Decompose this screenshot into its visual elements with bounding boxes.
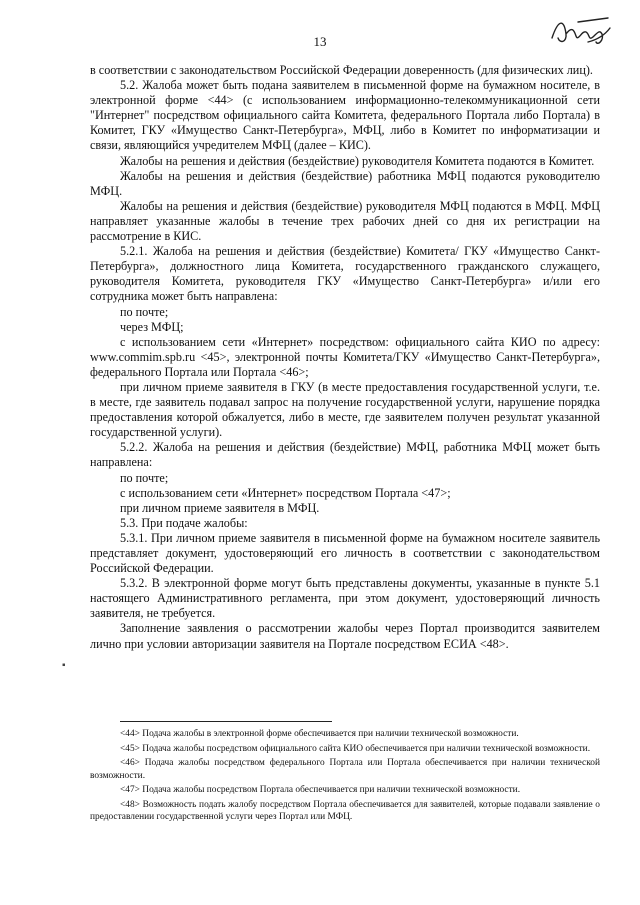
- paragraph: 5.2.1. Жалоба на решения и действия (бездействие) Комитета/ ГКУ «Имущество Санкт-Петербурга», должностного лица Комитета, государственного гражданского служащего, руководителя Комитета, руководителя ГКУ «Имущество Санкт-Петербурга» и/или его сотрудника может быть направлена:: [90, 244, 600, 304]
- paragraph: 5.2.2. Жалоба на решения и действия (бездействие) МФЦ, работника МФЦ может быть направлена:: [90, 440, 600, 470]
- footnote: <45> Подача жалобы посредством официального сайта КИО обеспечивается при наличии технической возможности.: [120, 743, 591, 754]
- paragraph: 5.3. При подаче жалобы:: [120, 515, 248, 530]
- scan-mark: ▪: [62, 660, 66, 671]
- main-text: [90, 63, 600, 652]
- paragraph: Жалобы на решения и действия (бездействие) руководителя МФЦ подаются в МФЦ. МФЦ направляет указанные жалобы в течение трех рабочих дней со дня их регистрации на рассмотрение в КИС.: [90, 198, 600, 244]
- paragraph: по почте;: [120, 470, 169, 485]
- footnote: <46> Подача жалобы посредством федерального Портала или Портала обеспечивается при наличии технической возможности.: [90, 758, 600, 781]
- paragraph: с использованием сети «Интернет» посредством: официального сайта КИО по адресу: www.commim.spb.ru <45>, электронной почты Комитета/ГКУ «Имущество Санкт-Петербурга», федерального Портала или Портала <46>;: [90, 334, 600, 379]
- paragraph: Жалобы на решения и действия (бездействие) работника МФЦ подаются руководителю МФЦ.: [90, 168, 600, 198]
- footnote: <47> Подача жалобы посредством Портала обеспечивается при наличии технической возможности.: [120, 785, 521, 795]
- footnote: <44> Подача жалобы в электронной форме обеспечивается при наличии технической возможности.: [120, 729, 519, 739]
- paragraph: 5.2. Жалоба может быть подана заявителем в письменной форме на бумажном носителе, в электронной форме <44> (с использованием информационно-телекоммуникационной сети "Интернет" посредством официального сайта Комитета, федерального Портала либо Портала) в Комитет, ГКУ «Имущество Санкт-Петербурга», МФЦ, либо в Комитет по информатизации и связи, являющийся учредителем МФЦ (далее – КИС).: [90, 78, 600, 153]
- paragraph: через МФЦ;: [120, 319, 184, 334]
- footnotes: [90, 728, 600, 826]
- paragraph: 5.3.2. В электронной форме могут быть представлены документы, указанные в пункте 5.1 настоящего Административного регламента, при этом документ, удостоверяющий личность заявителя, не требуется.: [90, 576, 600, 621]
- paragraph: при личном приеме заявителя в МФЦ.: [120, 500, 320, 515]
- handwritten-signature: [548, 12, 614, 52]
- footnote: <48> Возможность подать жалобу посредством Портала обеспечивается для заявителей, которые подавали заявление о предоставлении государственной услуги через Портал или МФЦ.: [90, 799, 600, 822]
- paragraph: 5.3.1. При личном приеме заявителя в письменной форме на бумажном носителе заявитель представляет документ, удостоверяющий его личность в соответствии с законодательством Российской Федерации.: [90, 530, 600, 576]
- paragraph: в соответствии с законодательством Российской Федерации доверенность (для физических лиц).: [90, 63, 593, 77]
- page-number: 13: [313, 34, 327, 49]
- paragraph: с использованием сети «Интернет» посредством Портала <47>;: [120, 485, 451, 500]
- paragraph: по почте;: [120, 304, 169, 319]
- paragraph: Заполнение заявления о рассмотрении жалобы через Портал производится заявителем лично при условии авторизации заявителя на Портале посредством ЕСИА <48>.: [90, 621, 600, 651]
- paragraph: Жалобы на решения и действия (бездействие) руководителя Комитета подаются в Комитет.: [120, 153, 595, 168]
- paragraph: при личном приеме заявителя в ГКУ (в месте предоставления государственной услуги, т.е. в месте, где заявитель подавал запрос на получение государственной услуги, нарушение порядка предоставления которой обжалуется, либо в месте, где заявителем получен результат указанной государственной услуги).: [90, 379, 600, 440]
- footnote-separator: [120, 721, 332, 722]
